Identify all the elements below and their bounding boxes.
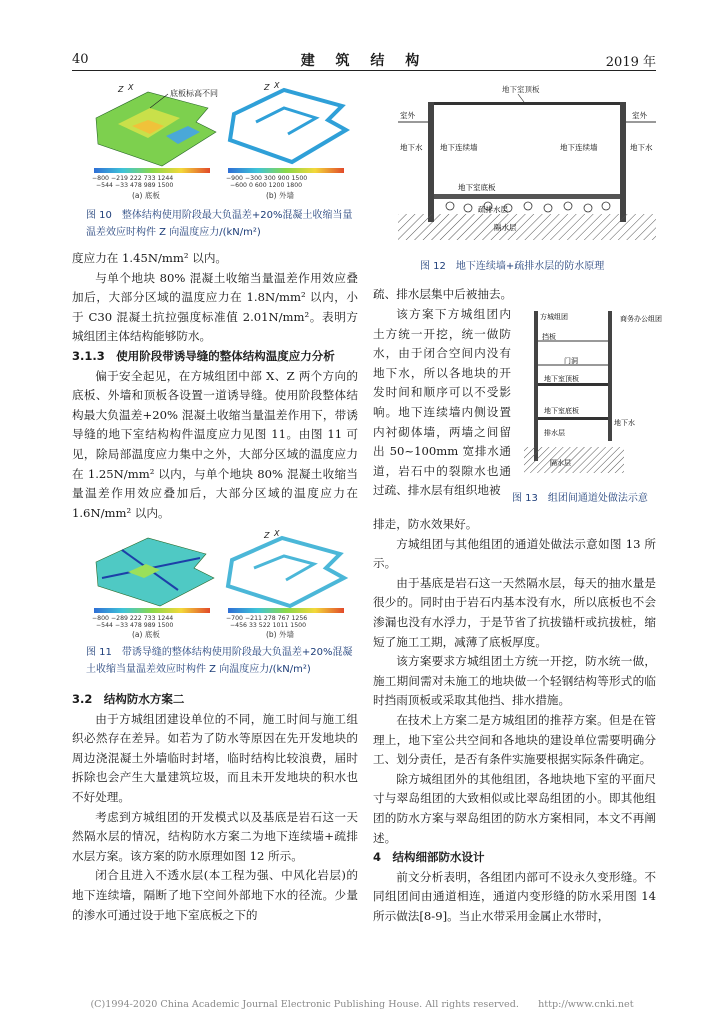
- page-header: [72, 48, 656, 71]
- issue-year: 2019 年: [605, 55, 656, 70]
- svg-text:X: X: [128, 83, 134, 92]
- right-column-top: [373, 285, 656, 305]
- left-p6: 闭合且进入不透水层(本工程为强、中风化岩层)的地下连续墙，隔断了地下空间外部地下水的径流。少量的渗水可通过设于地下室底板之下的: [72, 868, 358, 922]
- journal-title: 建 筑 结 构: [300, 53, 428, 69]
- fig12-lbl-floor: 地下室底板: [458, 183, 496, 192]
- left-p2: 与单个地块 80% 混凝土收缩当量温差作用效应叠加后，大部分区域的温度应力在 1.8N/mm² 以内，小于 C30 混凝土抗拉强度标准值 2.01N/mm²。表明方城组团主体结构能够防水。: [72, 270, 358, 344]
- fig11-caption: 图 11 带诱导缝的整体结构使用阶段最大负温差+20%混凝土收缩当量温差效应时构件 Z 向温度应力/(kN/m²): [86, 647, 353, 675]
- figure-12: [398, 78, 656, 256]
- fig11-sub-a: (a) 底板: [132, 630, 160, 639]
- right-p7: 除方城组团外的其他组团，各地块地下室的平面尺寸与翠岛组团的大致相似或比翠岛组团的小。即其他组团的防水方案与翠岛组团的防水方案相同，本文不再阐述。: [373, 771, 656, 845]
- svg-text:Z: Z: [264, 83, 270, 92]
- fig13-lbl-d: 门洞: [564, 357, 578, 365]
- right-p8: 前文分析表明，各组团内部可不设永久变形缝。不同组团间由通道相连，通道内变形缝的防水采用图 14 所示做法[8-9]。当止水带采用金属止水带时，: [373, 869, 656, 923]
- fig11-scale-b-bot: −456 33 522 1011 1500: [230, 622, 307, 629]
- fig12-lbl-ground-r: 室外: [632, 111, 647, 120]
- right-column-bottom: [373, 515, 656, 926]
- svg-text:X: X: [274, 529, 280, 538]
- fig13-lbl-f: 地下室底板: [544, 407, 579, 415]
- fig10-annotation: 底板标高不同: [170, 89, 218, 98]
- right-p6: 在技术上方案二是方城组团的推荐方案。但是在管理上，地下室公共空间和各地块的建设单位需要明确分工、划分责任，是否有条件实施要根据实际条件确定。: [373, 712, 656, 767]
- fig12-lbl-top: 地下室顶板: [502, 85, 540, 94]
- fig10-scale-a-bot: −544 −33 478 989 1500: [96, 182, 174, 189]
- fig12-lbl-imperm: 隔水层: [494, 223, 517, 232]
- section-3-1-3-heading: 3.1.3 使用阶段带诱导缝的整体结构温度应力分析: [72, 348, 335, 363]
- fig12-top-slab: [432, 102, 622, 105]
- fig11-scale-a-bot: −544 −33 478 989 1500: [96, 622, 174, 629]
- left-column-bottom: [72, 690, 358, 925]
- fig11-sub-b: (b) 外墙: [266, 630, 294, 639]
- figure-11: [88, 528, 356, 640]
- fig13-lbl-i: 地下水: [614, 419, 635, 427]
- fig13-lbl-b: 商务办公组团: [620, 315, 662, 323]
- fig12-lbl-ground-l: 室外: [400, 111, 415, 120]
- figure-13: [514, 305, 662, 485]
- fig12-lbl-wall-l: 地下连续墙: [440, 143, 478, 152]
- fig12-lbl-wall-r: 地下连续墙: [560, 143, 598, 152]
- left-p5: 考虑到方城组团的开发模式以及基底是岩石这一天然隔水层的情况，结构防水方案二为地下连续墙+疏排水层方案。该方案的防水原理如图 12 所示。: [72, 809, 358, 863]
- svg-text:X: X: [274, 81, 280, 90]
- right-p1: 疏、排水层集中后被抽去。: [373, 287, 513, 301]
- fig10-scale-b-top: −900 −300 300 900 1500: [226, 175, 308, 182]
- fig13-lbl-c: 挡板: [542, 333, 556, 341]
- svg-text:Z: Z: [118, 85, 124, 94]
- fig11-scale-a-top: −800 −289 222 733 1244: [92, 615, 174, 622]
- right-p4: 由于基底是岩石这一天然隔水层，每天的抽水量是很少的。同时由于岩石内基本没有水，所以底板也不会渗漏也没有水浮力，于是节省了抗拔锚杆或抗拔桩，缩短了施工工期，减薄了底板厚度。: [373, 575, 656, 649]
- fig10-sub-a: (a) 底板: [132, 191, 160, 200]
- right-p5: 该方案要求方城组团土方统一开挖，防水统一做，施工期间需对未施工的地块做一个轻钢结构等形式的临时挡雨顶板或采取其他挡、排水措施。: [373, 654, 656, 708]
- fig10-scale-a-top: −800 −219 222 733 1244: [92, 175, 174, 182]
- fig13-lbl-g: 排水层: [544, 429, 565, 437]
- fig13-lbl-e: 地下室顶板: [544, 375, 579, 383]
- fig13-caption: 图 13 组团间通道处做法示意: [512, 493, 648, 504]
- right-p2a: 该方案下方城组团内土方统一开挖，统一做防水，由于闭合空间内没有地下水，所以各地块的开发时间和顺序可以不受影响。地下连续墙内侧设置内衬砌体墙，两墙之间留出 50~100mm 宽排水通道，岩石中的裂隙水也通过疏、排水层有组织地被: [373, 307, 511, 498]
- left-column-top: [72, 249, 358, 523]
- section-4-heading: 4 结构细部防水设计: [373, 850, 485, 865]
- fig12-lbl-water-l: 地下水: [400, 143, 423, 152]
- left-p3: 偏于安全起见，在方城组团中部 X、Z 两个方向的底板、外墙和顶板各设置一道诱导缝。使用阶段整体结构最大负温差+20% 混凝土收缩当量温差作用下，带诱导缝的地下室结构构件温度应力见图 11。由图 11 可见，除局部温度应力集中之外，大部分区域的温度应力在 1.25N/mm² 以内，与单个地块 80% 混凝土收缩当量温差作用效应叠加后，大部分区域的温度应力在 1.6N/mm² 以内。: [72, 368, 358, 520]
- right-p2b: 排走，防水效果好。: [373, 517, 478, 531]
- page-number: 40: [72, 52, 89, 67]
- fig13-lbl-h: 隔水层: [550, 459, 571, 467]
- section-3-2-heading: 3.2 结构防水方案二: [72, 692, 185, 706]
- footer-copyright: (C)1994-2020 China Academic Journal Electronic Publishing House. All rights reserved. http://www.cnki.net: [90, 999, 634, 1010]
- fig10-caption: 图 10 整体结构使用阶段最大负温差+20%混凝土收缩当量温差效应时构件 Z 向温度应力/(kN/m²): [86, 210, 353, 238]
- svg-text:Z: Z: [264, 531, 270, 540]
- right-column-wrap: [373, 305, 511, 501]
- fig11-scale-b-top: −700 −211 278 767 1256: [226, 615, 308, 622]
- left-p1: 度应力在 1.45N/mm² 以内。: [72, 251, 228, 265]
- fig13-lbl-a: 方城组团: [540, 313, 568, 321]
- right-p3: 方城组团与其他组团的通道处做法示意如图 13 所示。: [373, 536, 656, 571]
- fig12-lbl-drain: 疏排水层: [478, 205, 508, 214]
- fig12-lbl-water-r: 地下水: [630, 143, 653, 152]
- left-p4: 由于方城组团建设单位的不同，施工时间与施工组织必然存在差异。如若为了防水等原因在先开发地块的周边浇混凝土外墙临时封堵，临时结构比较浪费，届时拆除也会产生大量建筑垃圾，而且未开发地块的积水也不好处理。: [72, 711, 358, 804]
- fig10-scale-b-bot: −600 0 600 1200 1800: [230, 182, 303, 189]
- fig12-caption: 图 12 地下连续墙+疏排水层的防水原理: [420, 261, 605, 272]
- figure-10: [88, 78, 356, 206]
- fig10-sub-b: (b) 外墙: [266, 191, 294, 200]
